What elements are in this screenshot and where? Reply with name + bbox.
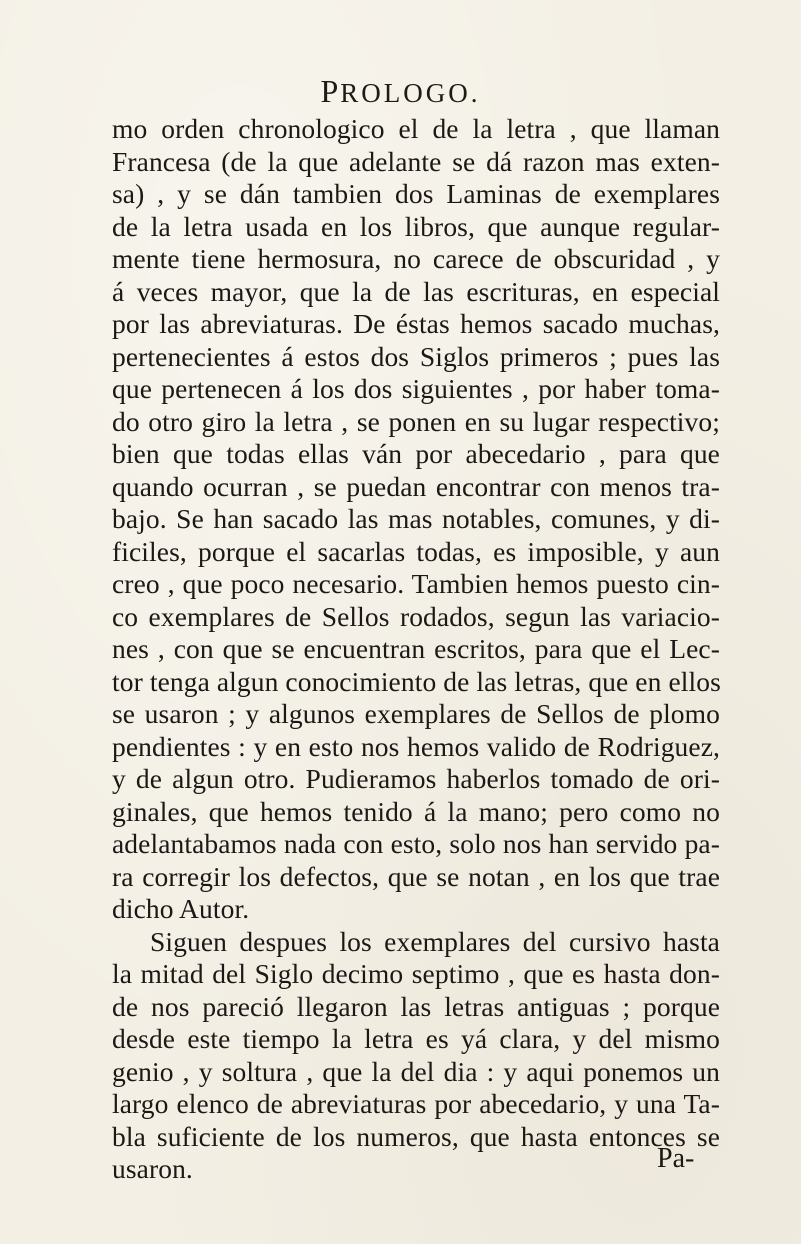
body-text bbox=[112, 113, 720, 1186]
text-line-paragraph-end: dicho Autor. bbox=[112, 893, 250, 924]
text-line: bajo. Se han sacado las mas notables, comunes, y di- bbox=[112, 503, 720, 534]
text-line: ficiles, porque el sacarlas todas, es imposible, y aun bbox=[112, 535, 720, 567]
text-line: genio , y soltura , que la del dia : y aqui ponemos un bbox=[112, 1055, 720, 1087]
text-line: creo , que poco necesario. Tambien hemos puesto cin- bbox=[112, 568, 720, 599]
text-line: adelantabamos nada con esto, solo nos han servido pa- bbox=[112, 828, 720, 859]
text-line: desde este tiempo la letra es yá clara, y del mismo bbox=[112, 1023, 720, 1054]
text-line: pendientes : y en esto nos hemos valido de Rodriguez, bbox=[112, 730, 720, 762]
text-line: co exemplares de Sellos rodados, segun las variacio- bbox=[112, 600, 720, 632]
text-line-paragraph-start: Siguen despues los exemplares del cursivo hasta bbox=[150, 925, 720, 957]
text-line: por las abreviaturas. De éstas hemos sacado muchas, bbox=[112, 308, 720, 339]
text-line: bla suficiente de los numeros, que hasta entonces se bbox=[112, 1120, 720, 1152]
text-line: sa) , y se dán tambien dos Laminas de exemplares bbox=[112, 178, 720, 209]
text-line: mente tiene hermosura, no carece de obscuridad , y bbox=[112, 243, 720, 274]
text-line: y de algun otro. Pudieramos haberlos tomado de ori- bbox=[112, 763, 720, 794]
text-line: mo orden chronologico el de la letra , que llaman bbox=[112, 113, 720, 144]
text-line: á veces mayor, que la de las escrituras, en especial bbox=[112, 275, 720, 307]
text-line: quando ocurran , se puedan encontrar con menos tra- bbox=[112, 470, 720, 502]
text-line: de nos pareció llegaron las letras antiguas ; porque bbox=[112, 990, 720, 1022]
running-head-rest: ROLOGO. bbox=[340, 78, 481, 108]
text-line: de la letra usada en los libros, que aunque regular- bbox=[112, 210, 720, 242]
running-head bbox=[0, 73, 801, 109]
text-line: ra corregir los defectos, que se notan , en los que trae bbox=[112, 860, 720, 892]
running-head-initial: P bbox=[320, 73, 341, 109]
text-line: do otro giro la letra , se ponen en su lugar respectivo; bbox=[112, 405, 720, 437]
text-line: pertenecientes á estos dos Siglos primeros ; pues las bbox=[112, 340, 720, 372]
text-line: la mitad del Siglo decimo septimo , que es hasta don- bbox=[112, 958, 720, 989]
text-line-paragraph-end: usaron. bbox=[112, 1153, 193, 1184]
text-line: bien que todas ellas ván por abecedario , para que bbox=[112, 438, 720, 469]
text-line: tor tenga algun conocimiento de las letras, que en ellos bbox=[112, 665, 721, 697]
text-line: Francesa (de la que adelante se dá razon mas exten- bbox=[112, 145, 720, 177]
text-line: ginales, que hemos tenido á la mano; pero como no bbox=[112, 795, 720, 827]
text-line: nes , con que se encuentran escritos, para que el Lec- bbox=[112, 633, 720, 664]
text-line: que pertenecen á los dos siguientes , por haber toma- bbox=[112, 373, 720, 404]
text-line: largo elenco de abreviaturas por abecedario, y una Ta- bbox=[112, 1088, 720, 1119]
text-line: se usaron ; y algunos exemplares de Sellos de plomo bbox=[112, 698, 720, 729]
catchword: Pa- bbox=[657, 1143, 695, 1174]
